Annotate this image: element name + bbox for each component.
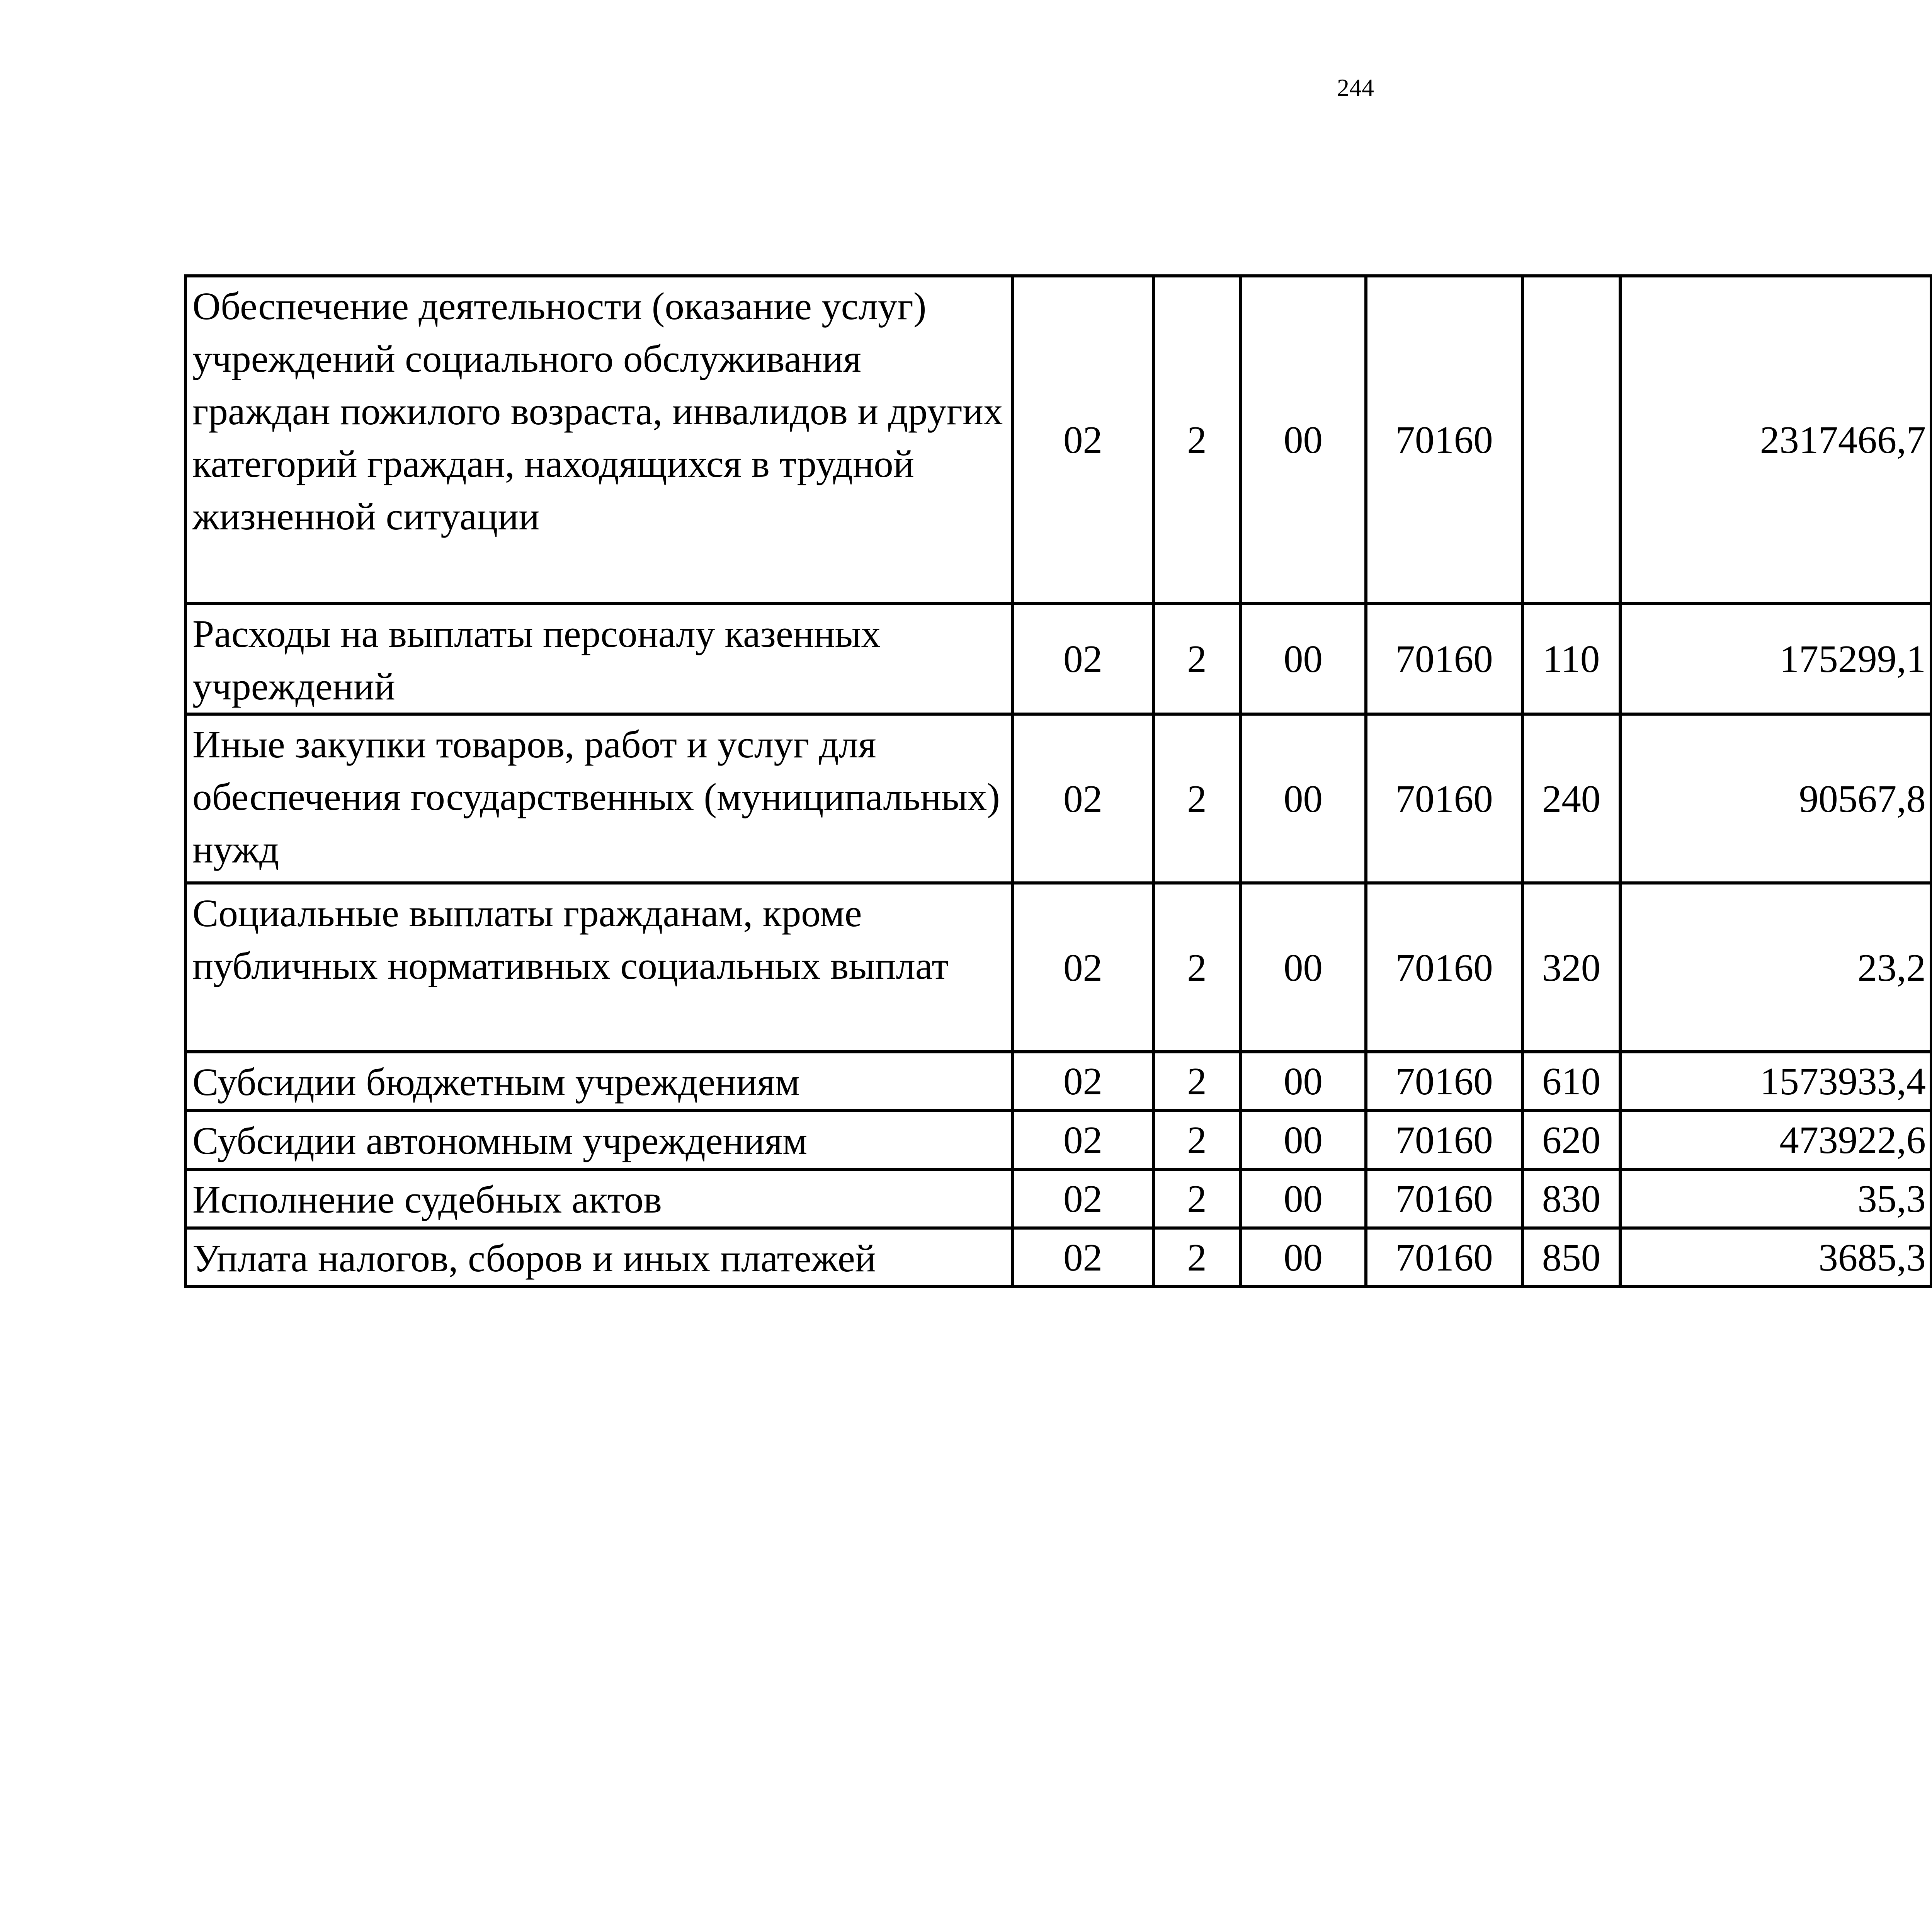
code-1: 02 [1012,604,1153,714]
code-5: 620 [1522,1111,1620,1169]
code-1: 02 [1012,276,1153,604]
code-4: 70160 [1366,714,1522,883]
table-row [185,1169,1932,1228]
code-1: 02 [1012,1111,1153,1169]
value-1: 90567,8 [1620,714,1931,883]
code-3: 00 [1240,1169,1366,1228]
code-5: 240 [1522,714,1620,883]
code-4: 70160 [1366,1228,1522,1287]
page-number: 244 [1337,74,1374,101]
code-1: 02 [1012,883,1153,1052]
code-2: 2 [1153,276,1240,604]
row-name: Иные закупки товаров, работ и услуг для обеспечения государственных (муниципальных) нужд [185,714,1012,883]
value-1: 1573933,4 [1620,1052,1931,1111]
value-1: 23,2 [1620,883,1931,1052]
code-3: 00 [1240,1228,1366,1287]
code-5: 110 [1522,604,1620,714]
value-1: 3685,3 [1620,1228,1931,1287]
value-1: 175299,1 [1620,604,1931,714]
table-row [185,1111,1932,1169]
table-row [185,604,1932,714]
code-2: 2 [1153,1052,1240,1111]
code-4: 70160 [1366,276,1522,604]
code-4: 70160 [1366,1169,1522,1228]
code-5: 320 [1522,883,1620,1052]
code-1: 02 [1012,714,1153,883]
code-3: 00 [1240,714,1366,883]
code-4: 70160 [1366,1111,1522,1169]
code-2: 2 [1153,1169,1240,1228]
row-name: Социальные выплаты гражданам, кроме публичных нормативных социальных выплат [185,883,1012,1052]
row-name: Исполнение судебных актов [185,1169,1012,1228]
code-4: 70160 [1366,1052,1522,1111]
value-1: 2317466,7 [1620,276,1931,604]
code-2: 2 [1153,1228,1240,1287]
code-1: 02 [1012,1052,1153,1111]
table-row [185,276,1932,604]
code-3: 00 [1240,1111,1366,1169]
code-3: 00 [1240,604,1366,714]
row-name: Субсидии автономным учреждениям [185,1111,1012,1169]
table-row [185,1052,1932,1111]
row-name: Обеспечение деятельности (оказание услуг) учреждений социального обслуживания граждан пожилого возраста, инвалидов и других категорий граждан, находящихся в трудной жизненной ситуации [185,276,1012,604]
code-2: 2 [1153,604,1240,714]
row-name: Субсидии бюджетным учреждениям [185,1052,1012,1111]
code-1: 02 [1012,1228,1153,1287]
table-row [185,714,1932,883]
value-1: 35,3 [1620,1169,1931,1228]
code-2: 2 [1153,714,1240,883]
code-2: 2 [1153,883,1240,1052]
code-1: 02 [1012,1169,1153,1228]
row-name: Расходы на выплаты персоналу казенных учреждений [185,604,1012,714]
code-4: 70160 [1366,883,1522,1052]
code-3: 00 [1240,1052,1366,1111]
code-5: 610 [1522,1052,1620,1111]
budget-table [184,274,1932,1288]
code-3: 00 [1240,276,1366,604]
code-4: 70160 [1366,604,1522,714]
code-5: 850 [1522,1228,1620,1287]
code-5: 830 [1522,1169,1620,1228]
code-3: 00 [1240,883,1366,1052]
code-5 [1522,276,1620,604]
table-row [185,883,1932,1052]
value-1: 473922,6 [1620,1111,1931,1169]
table-row [185,1228,1932,1287]
code-2: 2 [1153,1111,1240,1169]
row-name: Уплата налогов, сборов и иных платежей [185,1228,1012,1287]
